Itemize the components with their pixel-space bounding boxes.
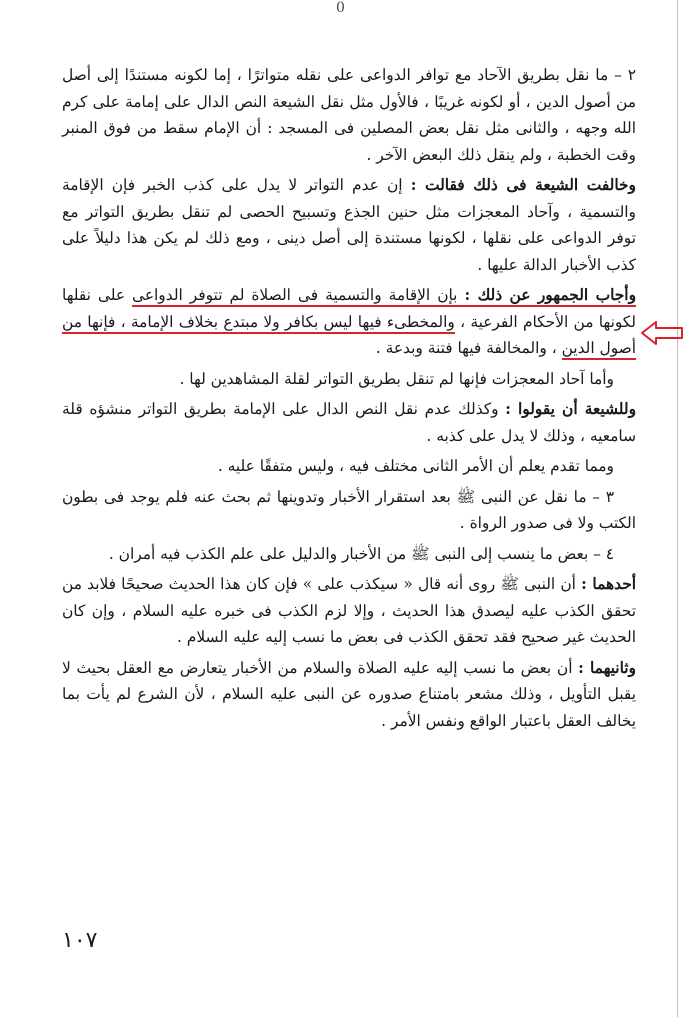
shia-objection-lead: وخالفت الشيعة فى ذلك فقالت : [410, 176, 636, 194]
scan-edge-line [677, 0, 678, 1017]
majority-answer-lead: وأجاب الجمهور عن ذلك : [464, 286, 636, 307]
majority-answer-middle: على نقلها لكونها من الأحكام الفرعية ، [62, 286, 636, 331]
first-reason-lead: أحدهما : [581, 575, 636, 593]
majority-answer-highlight-1: بإن الإقامة والتسمية فى الصلاة لم تتوفر الدواعى [132, 286, 464, 307]
paragraph-4: ٤ – بعض ما ينسب إلى النبى ﷺ من الأخبار والدليل على علم الكذب فيه أمران . [108, 544, 614, 563]
majority-answer-end: ، والمخالفة فيها فتنة وبدعة . [375, 339, 562, 357]
paragraph-miracles: وأما آحاد المعجزات فإنها لم تنقل بطريق التواتر لقلة المشاهدين لها . [179, 369, 614, 388]
left-arrow-outline-icon [640, 320, 684, 346]
shia-objection-body: إن عدم التواتر لا يدل على كذب الخبر فإن الإقامة والتسمية ، وآحاد المعجزات مثل حنين الجذع وتسبيح الحصى لم تنقل بطريق التواتر مع توفر الدواعى على نقلها ، لكونها مستندة إلى أصل دينى ، ومع ذلك لم يكن هذا دليلاً على كذب الأخبار الدالة عليها . [62, 176, 636, 274]
paragraph-first-reason [62, 571, 636, 651]
shia-reply-lead: وللشيعة أن يقولوا : [505, 400, 636, 418]
majority-answer-highlight-2: والمخطىء فيها ليس بكافر ولا مبتدع بخلاف الإمامة ، فإنها من أصول الدين [62, 313, 636, 361]
paragraph-conclusion: ومما تقدم يعلم أن الأمر الثانى مختلف فيه ، وليس متفقًا عليه . [217, 457, 614, 475]
paragraph-2: ٢ – ما نقل بطريق الآحاد مع توافر الدواعى على نقله متواترًا ، إما لكونه مستندًا إلى أصل من أصول الدين ، أو لكونه غريبًا ، فالأول مثل نقل الشيعة النص الدال على إمامة على كرم الله وجهه ، والثانى مثل نقل بعض المصلين فى المسجد : أن الإمام سقط من فوق المنبر وقت الخطبة ، ولم ينقل ذلك البعض الآخر . [62, 66, 636, 164]
second-reason-lead: وثانيهما : [578, 658, 636, 677]
first-reason-body: أن النبى ﷺ روى أنه قال « سيكذب على » فإن كان هذا الحديث صحيحًا فلابد من تحقق الكذب عليه ليصدق هذا الحديث ، وإلا لزم الكذب فى خبره عليه السلام ، وإن كان الحديث غير صحيح فقد تحقق الكذب فى بعض ما نسب إليه عليه السلام . [62, 575, 636, 646]
shia-reply-body: وكذلك عدم نقل النص الدال على الإمامة بطريق التواتر منشؤه قلة سامعيه ، وذلك لا يدل على كذبه . [62, 400, 636, 445]
page-number: ١٠٧ [62, 928, 98, 953]
paragraph-majority-answer [62, 282, 636, 362]
top-mark: 0 [336, 0, 345, 16]
paragraph-shia-objection [62, 172, 636, 278]
paragraph-second-reason [62, 655, 636, 735]
paragraph-shia-reply [62, 396, 636, 449]
paragraph-3: ٣ – ما نقل عن النبى ﷺ بعد استقرار الأخبار وتدوينها ثم بحث عنه فلم يوجد فى بطون الكتب ولا فى صدور الرواة . [62, 487, 636, 532]
page-body [62, 62, 636, 738]
second-reason-body: أن بعض ما نسب إليه عليه الصلاة والسلام من الأخبار يتعارض مع العقل بحيث لا يقبل التأويل ، وذلك مشعر بامتناع صدوره عن النبى عليه السلام ، لأن الشرع لم يأت بما يخالف العقل باعتبار الواقع ونفس الأمر . [62, 658, 636, 730]
